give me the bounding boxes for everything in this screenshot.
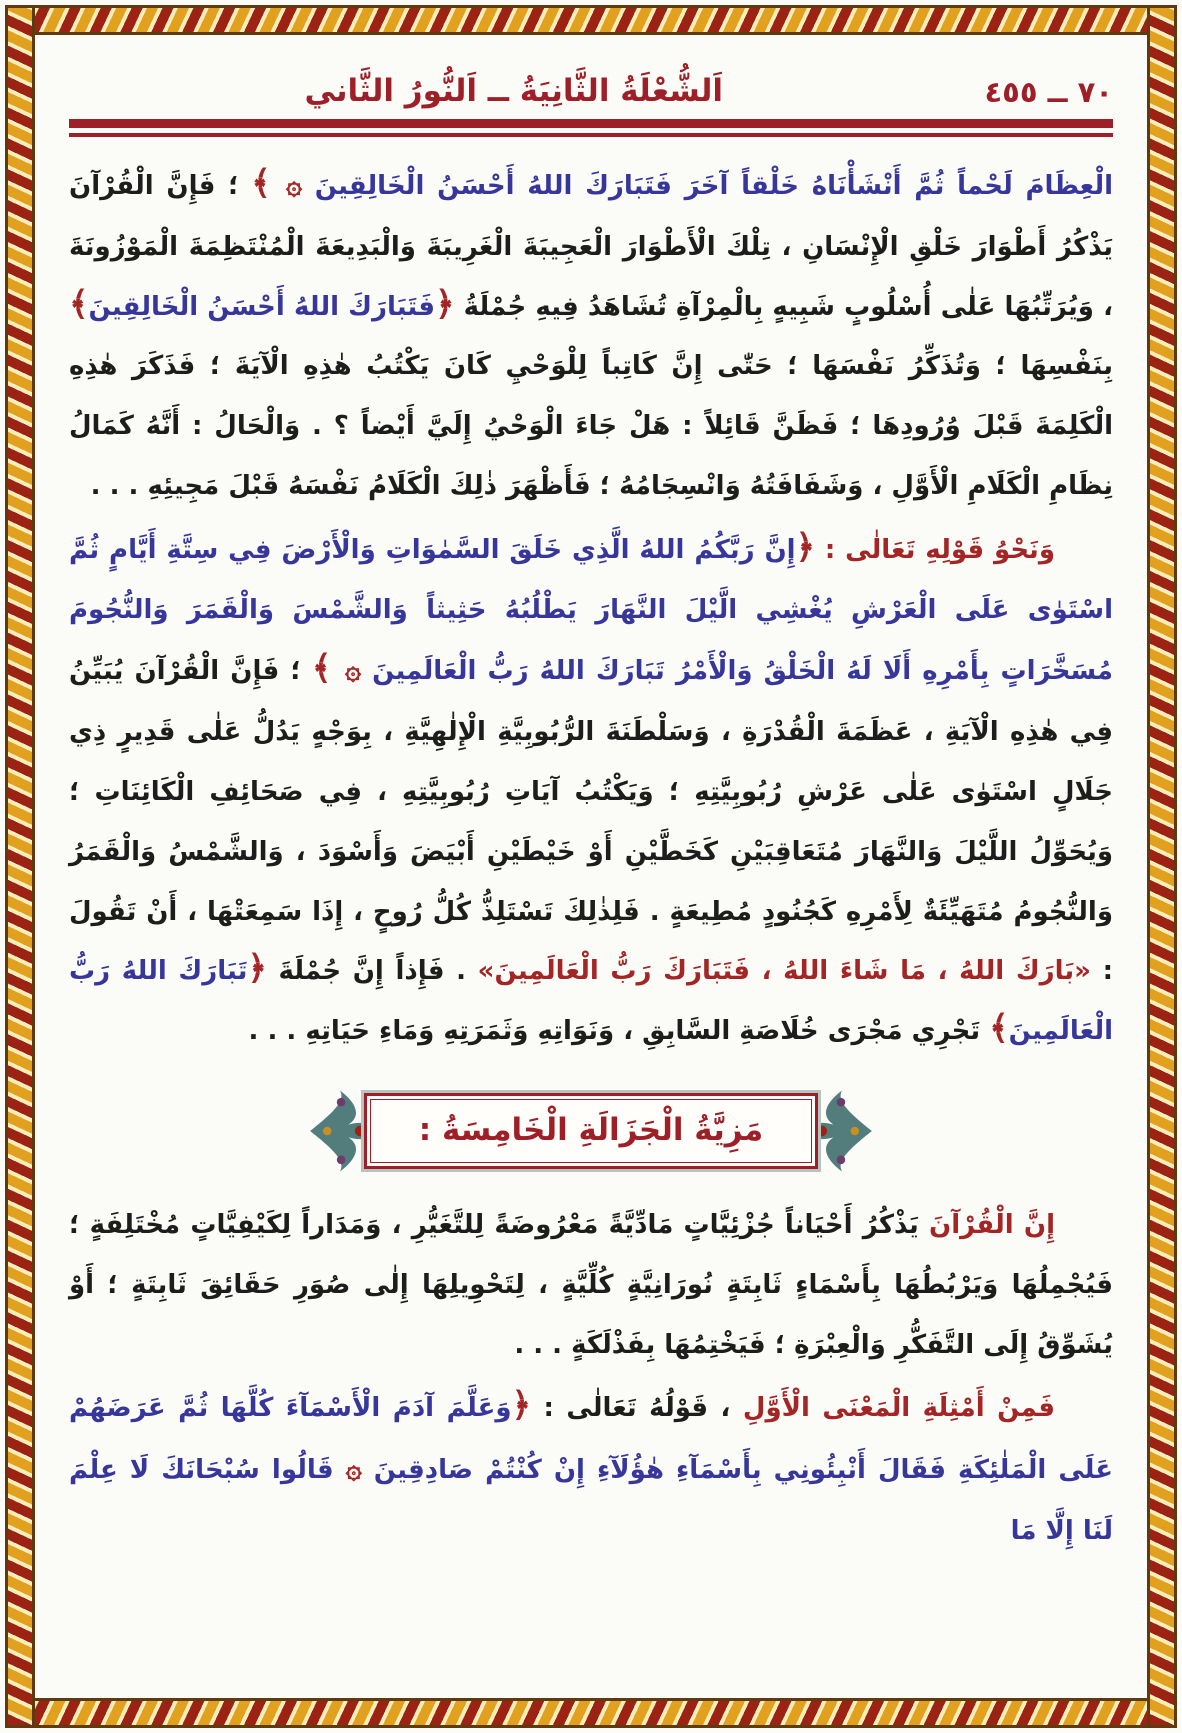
emphasis-red-text: وَنَحْوُ قَوْلِهِ تَعَالٰى :	[815, 534, 1055, 565]
page-title: اَلشُّعْلَةُ الثَّانِيَةُ ــ اَلنُّورُ الثَّاني	[304, 73, 723, 109]
quran-verse-text: الْعِظَامَ لَحْماً ثُمَّ أَنْشَأْنَاهُ خَلْقاً آخَرَ فَتَبَارَكَ اللهُ أَحْسَنُ الْخَالِقِينَ	[301, 171, 1113, 201]
verse-bracket-icon: ﴿	[247, 948, 267, 988]
body-run: تَجْرِي مَجْرَى خُلَاصَةِ السَّابِقِ ، وَنَوَاتِهِ وَثَمَرَتِهِ وَمَاءِ حَيَاتِهِ . . .	[248, 1016, 990, 1047]
header-rule-thick	[69, 119, 1113, 128]
section-heading: مَزِيَّةُ الْجَزَالَةِ الْخَامِسَةُ :	[364, 1093, 818, 1169]
page-header	[69, 73, 1113, 109]
body-run: ؛ فَإِنَّ الْقُرْآنَ يُبَيِّنُ فِي هٰذِهِ الْآيَةِ ، عَظَمَةَ الْقُدْرَةِ ، وَسَلْطَنَةَ الرُّبُوبِيَّةِ الْإِلٰهِيَّةِ ، بِوَجْهٍ يَدُلُّ عَلٰى قَدِيرٍ ذِي جَلَالٍ اسْتَوٰى عَلٰى عَرْشِ رُبُوبِيَّتِهِ ؛ وَيَكْتُبُ آيَاتِ رُبُوبِيَّتِهِ ، فِي صَحَائِفِ الْكَائِنَاتِ ؛ وَيُحَوِّلُ اللَّيْلَ وَالنَّهَارَ مُتَعَاقِبَيْنِ كَخَطَّيْنِ أَوْ خَيْطَيْنِ أَبْيَضَ وَأَسْوَدَ ، وَالشَّمْسُ وَالْقَمَرُ وَالنُّجُومُ مُتَهَيِّئَةٌ لِأَمْرِهِ كَجُنُودٍ مُطِيعَةٍ . فَلِذٰلِكَ تَسْتَلِذُّ كُلُّ رُوحٍ ، إِذَا سَمِعَتْهَا ، أَنْ تَقُولَ :	[69, 656, 1113, 987]
verse-bracket-icon: ﴾	[69, 283, 89, 323]
verse-bracket-icon: ﴾	[251, 163, 286, 202]
end-of-ayah-rosette-icon: ۞	[285, 170, 302, 201]
verse-bracket-icon: ﴿	[434, 283, 455, 323]
decorative-border-top	[5, 5, 1177, 35]
decorative-border-left	[5, 5, 35, 1728]
quran-verse-text: وَعَلَّمَ آدَمَ الْأَسْمَآءَ كُلَّهَا ثُمَّ عَرَضَهُمْ عَلَى الْمَلٰئِكَةِ فَقَالَ أَنْبِئُونِي بِأَسْمَآءِ هٰؤُلَآءِ إِنْ كُنْتُمْ صَادِقِينَ	[69, 1393, 1113, 1486]
verse-bracket-icon: ﴾	[989, 1008, 1009, 1048]
body-text-bottom	[69, 1196, 1113, 1562]
end-of-ayah-rosette-icon: ۞	[345, 1454, 362, 1486]
quran-verse-text: إِنَّ رَبَّكُمُ اللهُ الَّذِي خَلَقَ السَّمٰوَاتِ وَالْأَرْضَ فِي سِتَّةِ أَيَّامٍ ثُمَّ اسْتَوٰى عَلَى الْعَرْشِ يُغْشِي الَّيْلَ النَّهَارَ يَطْلُبُهُ حَثِيثاً وَالشَّمْسَ وَالْقَمَرَ وَالنُّجُومَ مُسَخَّرَاتٍ بِأَمْرِهِ أَلَا لَهُ الْخَلْقُ وَالْأَمْرُ تَبَارَكَ اللهُ رَبُّ الْعَالَمِينَ	[69, 534, 1114, 687]
section-heading-banner	[69, 1088, 1113, 1174]
quran-verse-text: قَالُوا سُبْحَانَكَ لَا عِلْمَ لَنَا إِلَّا مَا	[69, 1455, 1113, 1546]
verse-bracket-icon: ﴿	[511, 1385, 531, 1425]
body-run: يَذْكُرُ أَحْيَاناً جُزْئِيَّاتٍ مَادِّيَّةً مَعْرُوضَةً لِلتَّغَيُّرِ ، وَمَدَاراً لِكَيْفِيَّاتٍ مُخْتَلِفَةٍ ؛ فَيُجْمِلُهَا وَيَرْبُطُهَا بِأَسْمَاءٍ ثَابِتَةٍ نُورَانِيَّةٍ كُلِّيَّةٍ ، لِتَحْوِيلِهَا إِلٰى صُوَرِ حَقَائِقَ ثَابِتَةٍ ؛ أَوْ يُشَوِّقُ إِلَى التَّفَكُّرِ وَالْعِبْرَةِ ؛ فَيَخْتِمُهَا بِفَذْلَكَةٍ . . .	[69, 1209, 1113, 1360]
body-run: ، قَوْلُهُ تَعَالٰى :	[531, 1393, 743, 1424]
header-rule-thin	[69, 133, 1113, 137]
decorative-border-bottom	[5, 1698, 1177, 1728]
floral-ornament-icon	[810, 1088, 874, 1174]
body-run: ؛ فَإِنَّ الْقُرْآنَ يَذْكُرُ أَطْوَارَ خَلْقِ الْإِنْسَانِ ، تِلْكَ الْأَطْوَارَ الْعَجِيبَةَ الْغَرِيبَةَ وَالْبَدِيعَةَ الْمُنْتَظِمَةَ الْمَوْزُونَةَ ، وَيُرَتِّبُهَا عَلٰى أُسْلُوبٍ شَبِيهٍ بِالْمِرْآةِ تُشَاهَدُ فِيهِ جُمْلَةُ	[69, 171, 1113, 322]
end-of-ayah-rosette-icon: ۞	[344, 655, 361, 687]
verse-bracket-icon: ﴿	[795, 526, 816, 566]
paragraph	[69, 1196, 1113, 1375]
floral-ornament-icon	[308, 1088, 372, 1174]
emphasis-red-text: إِنَّ الْقُرْآنَ	[929, 1209, 1055, 1240]
decorative-border-right	[1147, 5, 1177, 1728]
page-numbers: ٧٠ ــ ٤٥٥	[984, 75, 1113, 109]
quran-verse-text: فَتَبَارَكَ اللهُ أَحْسَنُ الْخَالِقِينَ	[88, 291, 435, 322]
quran-verse-text: تَبَارَكَ اللهُ رَبُّ الْعَالَمِينَ	[69, 956, 1113, 1047]
verse-bracket-icon: ﴾	[311, 648, 345, 688]
emphasis-red-text: فَمِنْ أَمْثِلَةِ الْمَعْنَى الْأَوَّلِ	[742, 1393, 1055, 1424]
page-content	[35, 35, 1147, 1698]
emphasis-red-text: «بَارَكَ اللهُ ، مَا شَاءَ اللهُ ، فَتَبَارَكَ رَبُّ الْعَالَمِينَ»	[477, 956, 1091, 987]
paragraph	[69, 1379, 1113, 1561]
paragraph	[69, 155, 1113, 517]
body-run: . فَإِذاً إِنَّ جُمْلَةَ	[266, 956, 478, 987]
body-run: بِنَفْسِهَا ؛ وَتُذَكِّرُ نَفْسَهَا ؛ حَتّٰى إِنَّ كَاتِباً لِلْوَحْيِ كَانَ يَكْتُبُ هٰذِهِ الْآيَةَ ؛ فَذَكَرَ هٰذِهِ الْكَلِمَةَ قَبْلَ وُرُودِهَا ؛ فَظَنَّ قَائِلاً : هَلْ جَاءَ الْوَحْيُ إِلَيَّ أَيْضاً ؟ . وَالْحَالُ : أَنَّهُ كَمَالُ نِظَامِ الْكَلَامِ الْأَوَّلِ ، وَشَفَافَتُهُ وَانْسِجَامُهُ ؛ فَأَظْهَرَ ذٰلِكَ الْكَلَامُ نَفْسَهُ قَبْلَ مَجِيئِهِ . . .	[69, 351, 1113, 501]
body-text-top	[69, 155, 1113, 1062]
paragraph	[69, 521, 1113, 1062]
